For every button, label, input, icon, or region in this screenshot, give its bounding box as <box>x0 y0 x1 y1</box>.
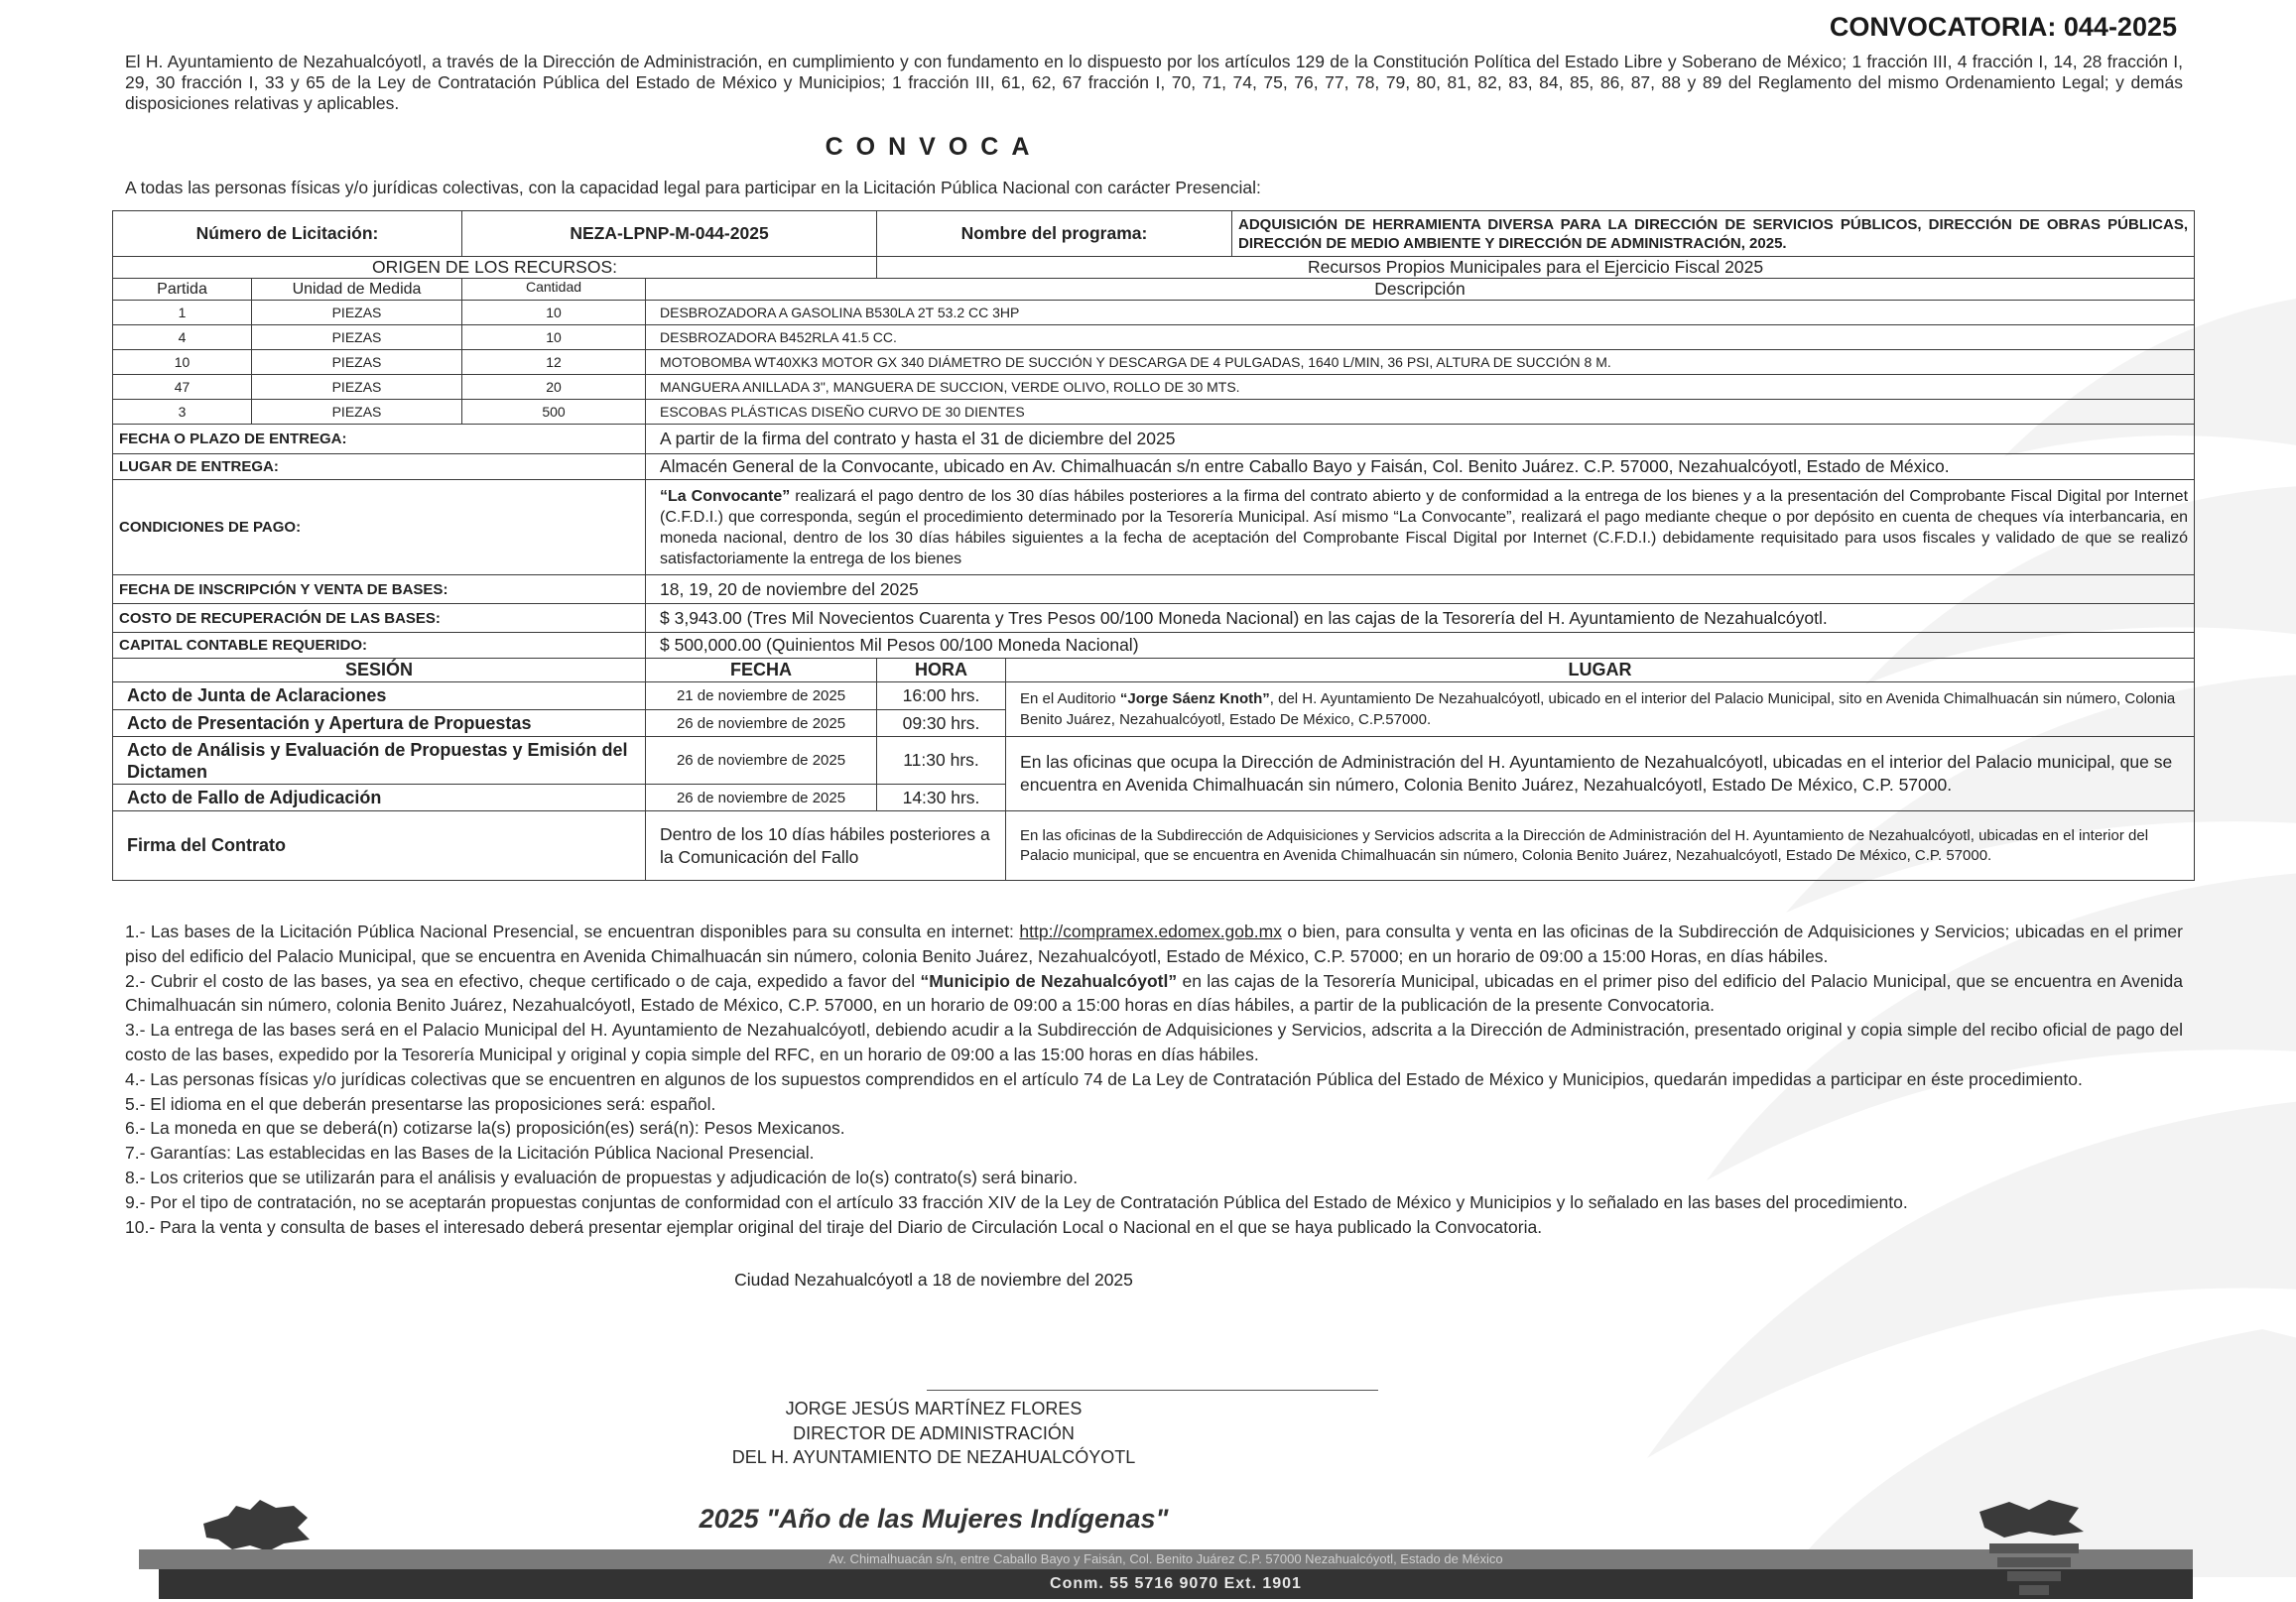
partida-cell: 10 <box>113 350 252 375</box>
capital-value: $ 500,000.00 (Quinientos Mil Pesos 00/100 Moneda Nacional) <box>646 633 2195 659</box>
cantidad-cell: 10 <box>462 325 646 350</box>
descripcion-cell: MOTOBOMBA WT40XK3 MOTOR GX 340 DIÁMETRO DE SUCCIÓN Y DESCARGA DE 4 PULGADAS, 1640 L/MIN, 36 PSI, ALTURA DE SUCCIÓN 8 M. <box>646 350 2195 375</box>
table-row <box>113 375 2195 400</box>
note-4: 4.- Las personas físicas y/o jurídicas colectivas que se encuentren en algunos de los supuestos comprendidos en el artículo 74 de La Ley de Contratación Pública del Estado de México y Municipios, quedarán impedidas a participar en éste procedimiento. <box>125 1068 2083 1089</box>
note-10: 10.- Para la venta y consulta de bases el interesado deberá presentar ejemplar original del tiraje del Diario de Circulación Local o Nacional en el que se haya publicado la Convocatoria. <box>125 1216 1543 1237</box>
note-2-post: en las cajas de la Tesorería Municipal, ubicadas en el primer piso del edificio del Palacio Municipal, que se encuentra en Avenida Chimalhuacán sin número, colonia Benito Juárez, Nezahualcóyotl, Estado de México, C.P. 57000, en un horario de 09:00 a 15:00 horas en días hábiles, a partir de la publicación de la presente Convocatoria. <box>125 970 2183 1016</box>
col-lugar: LUGAR <box>1006 659 2195 682</box>
fecha-firma: Dentro de los 10 días hábiles posteriores a la Comunicación del Fallo <box>646 811 1006 881</box>
pago-value <box>646 480 2195 575</box>
col-unidad: Unidad de Medida <box>252 279 462 301</box>
lugar-entrega-value: Almacén General de la Convocante, ubicado en Av. Chimalhuacán s/n entre Caballo Bayo y Faisán, Col. Benito Juárez. C.P. 57000, Nezahualcóyotl, Estado de México. <box>646 454 2195 480</box>
cantidad-cell: 12 <box>462 350 646 375</box>
costo-value: $ 3,943.00 (Tres Mil Novecientos Cuarenta y Tres Pesos 00/100 Moneda Nacional) en las cajas de la Tesorería del H. Ayuntamiento de Nezahualcóyotl. <box>646 604 2195 633</box>
sesion-firma: Firma del Contrato <box>113 811 646 881</box>
compramex-link[interactable]: http://compramex.edomex.gob.mx <box>1019 922 1282 941</box>
pago-lead: “La Convocante” <box>660 487 791 505</box>
sesion-presentacion: Acto de Presentación y Apertura de Propuestas <box>113 710 646 737</box>
note-1-pre: 1.- Las bases de la Licitación Pública Nacional Presencial, se encuentran disponibles para su consulta en internet: <box>125 922 1020 941</box>
col-fecha: FECHA <box>646 659 877 682</box>
unidad-cell: PIEZAS <box>252 350 462 375</box>
partida-cell: 3 <box>113 400 252 425</box>
note-6: 6.- La moneda en que se deberá(n) cotizarse la(s) proposición(es) será(n): Pesos Mexicanos. <box>125 1118 845 1139</box>
sesion-junta: Acto de Junta de Aclaraciones <box>113 682 646 710</box>
note-5: 5.- El idioma en el que deberán presentarse las proposiciones será: español. <box>125 1093 716 1114</box>
descripcion-cell: ESCOBAS PLÁSTICAS DISEÑO CURVO DE 30 DIENTES <box>646 400 2195 425</box>
origen-label: ORIGEN DE LOS RECURSOS: <box>113 257 877 279</box>
descripcion-cell: MANGUERA ANILLADA 3", MANGUERA DE SUCCION, VERDE OLIVO, ROLLO DE 30 MTS. <box>646 375 2195 400</box>
note-3: 3.- La entrega de las bases será en el Palacio Municipal del H. Ayuntamiento de Nezahualcóyotl, debiendo acudir a la Subdirección de Adquisiciones y Servicios, adscrita a la Dirección de Administración, presentado original y copia simple del recibo oficial de pago del costo de las bases, expedido por la Tesorería Municipal y original y copia simple del RFC, en un horario de 09:00 a las 15:00 horas en días hábiles. <box>125 1020 2183 1064</box>
numero-label: Número de Licitación: <box>113 211 462 257</box>
unidad-cell: PIEZAS <box>252 375 462 400</box>
entrega-label: FECHA O PLAZO DE ENTREGA: <box>113 425 646 454</box>
cantidad-cell: 20 <box>462 375 646 400</box>
signer-title-2: DEL H. AYUNTAMIENTO DE NEZAHUALCÓYOTL <box>731 1447 1136 1468</box>
lugar1-bold: “Jorge Sáenz Knoth” <box>1119 690 1270 707</box>
lugar1-pre: En el Auditorio <box>1020 690 1120 707</box>
cantidad-cell: 500 <box>462 400 646 425</box>
signature-line <box>927 1390 1378 1391</box>
note-7: 7.- Garantías: Las establecidas en las Bases de la Licitación Pública Nacional Presencial. <box>125 1143 815 1164</box>
signer-title: DIRECTOR DE ADMINISTRACIÓN <box>793 1422 1075 1443</box>
note-2 <box>125 969 2183 1019</box>
note-1 <box>125 920 2183 969</box>
pago-text: realizará el pago dentro de los 30 días hábiles posteriores a la firma del contrato abierto y de conformidad a la entrega de los bienes y a la presentación del Comprobante Fiscal Digital por Internet (C.F.D.I.) que corresponda, según el procedimiento determinado por la Tesorería Municipal. Así mismo “La Convocante”, realizará el pago mediante cheque o por depósito en cuenta de cheques vía interbancaria, en moneda nacional, dentro de los 30 días hábiles siguientes a la fecha de aceptación del Comprobante Fiscal Digital por Internet (C.F.D.I.) debidamente requisitado para usos fiscales y validado de que se realizó satisfactoriamente la entrega de los bienes <box>660 487 2189 567</box>
hora-analisis: 11:30 hrs. <box>877 737 1006 785</box>
inscripcion-value: 18, 19, 20 de noviembre del 2025 <box>646 575 2195 604</box>
partida-cell: 1 <box>113 301 252 325</box>
fecha-fallo: 26 de noviembre de 2025 <box>646 785 877 811</box>
lugar-subdireccion: En las oficinas de la Subdirección de Adquisiciones y Servicios adscrita a la Dirección de Administración del H. Ayuntamiento de Nezahualcóyotl, ubicadas en el interior del Palacio municipal, que se encuentra en Avenida Chimalhuacán sin número, Colonia Benito Juárez, Nezahualcóyotl, Estado De México, C.P. 57000. <box>1006 811 2195 881</box>
col-sesion: SESIÓN <box>113 659 646 682</box>
table-row <box>113 811 2195 881</box>
convoca-heading: CONVOCA <box>825 133 1043 161</box>
unidad-cell: PIEZAS <box>252 400 462 425</box>
unidad-cell: PIEZAS <box>252 301 462 325</box>
coyote-emblem-icon <box>1970 1492 2094 1601</box>
note-2-bold: “Municipio de Nezahualcóyotl” <box>920 970 1178 991</box>
inscripcion-label: FECHA DE INSCRIPCIÓN Y VENTA DE BASES: <box>113 575 646 604</box>
descripcion-cell: DESBROZADORA B452RLA 41.5 CC. <box>646 325 2195 350</box>
note-8: 8.- Los criterios que se utilizarán para el análisis y evaluación de propuestas y adjudicación de lo(s) contrato(s) será binario. <box>125 1167 1079 1187</box>
col-partida: Partida <box>113 279 252 301</box>
signer-name: JORGE JESÚS MARTÍNEZ FLORES <box>785 1399 1083 1418</box>
table-row <box>113 301 2195 325</box>
cantidad-cell: 10 <box>462 301 646 325</box>
licitacion-table <box>112 210 2195 881</box>
fecha-junta: 21 de noviembre de 2025 <box>646 682 877 710</box>
note-2-pre: 2.- Cubrir el costo de las bases, ya sea en efectivo, cheque certificado o de caja, expedido a favor del <box>125 970 921 991</box>
note-1-post: o bien, para consulta y venta en las oficinas de la Subdirección de Adquisiciones y Servicios; ubicadas en el primer piso del edificio del Palacio Municipal, que se encuentra en Avenida Chimalhuacán sin número, colonia Benito Juárez, Nezahualcóyotl, Estado de México, C.P. 57000; en un horario de 09:00 a 15:00 Horas, en días hábiles. <box>125 922 2183 966</box>
unidad-cell: PIEZAS <box>252 325 462 350</box>
pago-label: CONDICIONES DE PAGO: <box>113 480 646 575</box>
descripcion-cell: DESBROZADORA A GASOLINA B530LA 2T 53.2 CC 3HP <box>646 301 2195 325</box>
lead-sentence: A todas las personas físicas y/o jurídicas colectivas, con la capacidad legal para participar en la Licitación Pública Nacional con carácter Presencial: <box>125 178 1261 197</box>
lugar-direccion: En las oficinas que ocupa la Dirección de Administración del H. Ayuntamiento de Nezahualcóyotl, ubicadas en el interior del Palacio municipal, que se encuentra en Avenida Chimalhuacán sin número, Colonia Benito Juárez, Nezahualcóyotl, Estado De México, C.P. 57000. <box>1006 737 2195 811</box>
place-date: Ciudad Nezahualcóyotl a 18 de noviembre del 2025 <box>734 1270 1133 1290</box>
hora-fallo: 14:30 hrs. <box>877 785 1006 811</box>
note-9: 9.- Por el tipo de contratación, no se aceptarán propuestas conjuntas de conformidad con el artículo 33 fracción XIV de la Ley de Contratación Pública del Estado de México y Municipios y lo señalado en las bases del procedimiento. <box>125 1191 1908 1212</box>
fecha-analisis: 26 de noviembre de 2025 <box>646 737 877 785</box>
fecha-presentacion: 26 de noviembre de 2025 <box>646 710 877 737</box>
sesion-analisis: Acto de Análisis y Evaluación de Propuestas y Emisión del Dictamen <box>113 737 646 785</box>
intro-paragraph: El H. Ayuntamiento de Nezahualcóyotl, a través de la Dirección de Administración, en cumplimiento y con fundamento en lo dispuesto por los artículos 129 de la Constitución Política del Estado Libre y Soberano de México; 1 fracción III, 4 fracción I, 14, 28 fracción I, 29, 30 fracción I, 33 y 65 de la Ley de Contratación Pública del Estado de México y Municipios; 1 fracción III, 61, 62, 67 fracción I, 70, 71, 74, 75, 76, 77, 78, 79, 80, 81, 82, 83, 84, 85, 86, 87, 88 y 89 del Reglamento del mismo Ordenamiento Legal; y demás disposiciones relativas y aplicables. <box>125 52 2183 113</box>
lugar1-post: , del H. Ayuntamiento De Nezahualcóyotl, ubicado en el interior del Palacio Municipal, sito en Avenida Chimalhuacán sin número, Colonia Benito Juárez, Nezahualcóyotl, Estado De México, C.P.57000. <box>1020 690 2176 728</box>
numero-value: NEZA-LPNP-M-044-2025 <box>462 211 877 257</box>
hora-presentacion: 09:30 hrs. <box>877 710 1006 737</box>
lugar-auditorio <box>1006 682 2195 737</box>
col-cantidad: Cantidad <box>462 279 646 301</box>
col-descripcion: Descripción <box>646 279 2195 301</box>
table-row <box>113 682 2195 710</box>
sesion-fallo: Acto de Fallo de Adjudicación <box>113 785 646 811</box>
table-row <box>113 350 2195 375</box>
table-row <box>113 400 2195 425</box>
partida-cell: 4 <box>113 325 252 350</box>
costo-label: COSTO DE RECUPERACIÓN DE LAS BASES: <box>113 604 646 633</box>
programa-label: Nombre del programa: <box>877 211 1232 257</box>
entrega-value: A partir de la firma del contrato y hasta el 31 de diciembre del 2025 <box>646 425 2195 454</box>
table-row <box>113 325 2195 350</box>
hora-junta: 16:00 hrs. <box>877 682 1006 710</box>
programa-value: ADQUISICIÓN DE HERRAMIENTA DIVERSA PARA LA DIRECCIÓN DE SERVICIOS PÚBLICOS, DIRECCIÓN DE OBRAS PÚBLICAS, DIRECCIÓN DE MEDIO AMBIENTE Y DIRECCIÓN DE ADMINISTRACIÓN, 2025. <box>1232 211 2195 257</box>
origen-value: Recursos Propios Municipales para el Ejercicio Fiscal 2025 <box>877 257 2195 279</box>
capital-label: CAPITAL CONTABLE REQUERIDO: <box>113 633 646 659</box>
lugar-entrega-label: LUGAR DE ENTREGA: <box>113 454 646 480</box>
table-row <box>113 737 2195 785</box>
signature-block <box>0 1397 1867 1470</box>
col-hora: HORA <box>877 659 1006 682</box>
address-band: Av. Chimalhuacán s/n, entre Caballo Bayo y Faisán, Col. Benito Juárez C.P. 57000 Nezahualcóyotl, Estado de México <box>139 1549 2193 1569</box>
year-slogan: 2025 "Año de las Mujeres Indígenas" <box>699 1504 1169 1534</box>
partida-cell: 47 <box>113 375 252 400</box>
notes-list <box>125 920 2183 1239</box>
phone-band: Conm. 55 5716 9070 Ext. 1901 <box>159 1569 2193 1599</box>
convocatoria-number: CONVOCATORIA: 044-2025 <box>1829 12 2177 42</box>
